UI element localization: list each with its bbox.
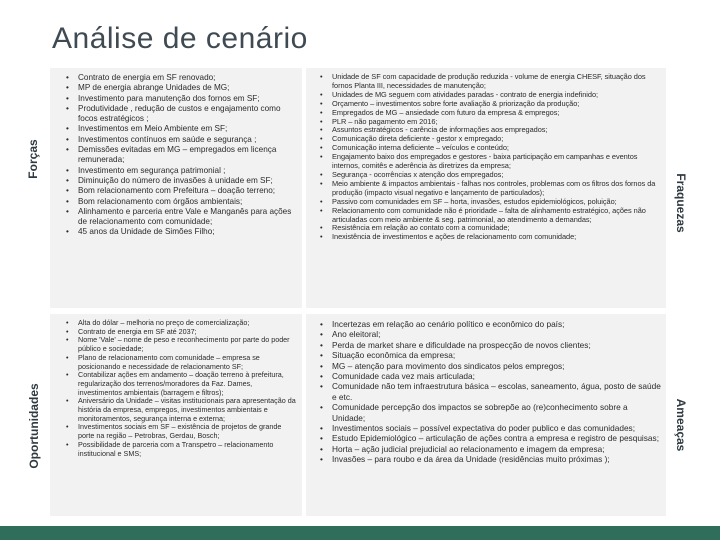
fraquezas-item: • Passivo com comunidades em SF – horta, invasões, estudos epidemiológicos, poluição; <box>322 198 662 207</box>
ameacas-label: Ameaças <box>674 398 688 452</box>
oportunidades-item: • Investimentos sociais em SF – existência de projetos de grande porte na região – Petrobras, Gerdau, Bosch; <box>68 423 298 440</box>
footer-bar <box>0 526 720 540</box>
forcas-item: • Demissões evitadas em MG – empregados em licença remunerada; <box>68 145 298 166</box>
forcas-item: • Bom relacionamento com órgãos ambientais; <box>68 197 298 207</box>
ameacas-item: • Invasões – para roubo e da área da Unidade (residências muito próximas ); <box>322 454 662 464</box>
fraquezas-item: • Engajamento baixo dos empregados e gestores - baixa participação em campanhas e eventos internos, comitês e aderência às diretrizes da empresa; <box>322 153 662 171</box>
fraquezas-item: • Inexistência de investimentos e ações de relacionamento com comunidade; <box>322 233 662 242</box>
fraquezas-item: • Relacionamento com comunidade não é prioridade – falta de alinhamento estratégico, ações não articuladas com meio ambiente & seg. patrimonial, ao atendimento a demandas; <box>322 207 662 225</box>
oportunidades-item: • Contabilizar ações em andamento – doação terreno à prefeitura, regularização dos terrenos/moradores da Faz. Dames, investimentos ambientais (barragem e filtros); <box>68 371 298 397</box>
fraquezas-item: • Unidade de SF com capacidade de produção reduzida - volume de energia CHESF, situação dos fornos Planta III, necessidades de manutenção; <box>322 73 662 91</box>
forcas-item: • 45 anos da Unidade de Simões Filho; <box>68 227 298 237</box>
forcas-item: • Produtividade , redução de custos e engajamento como focos estratégicos ; <box>68 104 298 125</box>
fraquezas-item: • Resistência em relação ao contato com a comunidade; <box>322 224 662 233</box>
forcas-list <box>56 73 298 238</box>
fraquezas-item: • PLR – não pagamento em 2016; <box>322 118 662 127</box>
fraquezas-item: • Assuntos estratégicos - carência de informações aos empregados; <box>322 126 662 135</box>
ameacas-item: • Estudo Epidemiológico – articulação de ações contra a empresa e registro de pesquisas; <box>322 433 662 443</box>
ameacas-item: • Investimentos sociais – possível expectativa do poder publico e das comunidades; <box>322 423 662 433</box>
forcas-item: • Investimento em segurança patrimonial ; <box>68 166 298 176</box>
ameacas-item: • Comunidade não tem infraestrutura básica – escolas, saneamento, água, posto de saúde e etc. <box>322 381 662 402</box>
ameacas-item: • Ano eleitoral; <box>322 329 662 339</box>
ameacas-item: • Comunidade cada vez mais articulada; <box>322 371 662 381</box>
fraquezas-item: • Unidades de MG seguem com atividades paradas - contrato de energia indefinido; <box>322 91 662 100</box>
ameacas-list <box>310 319 662 465</box>
oportunidades-quadrant <box>50 314 302 516</box>
fraquezas-label: Fraquezas <box>674 173 688 233</box>
oportunidades-item: • Alta do dólar – melhoria no preço de comercialização; <box>68 319 298 328</box>
ameacas-item: • Comunidade percepção dos impactos se sobrepõe ao (re)conhecimento sobre a Unidade; <box>322 402 662 423</box>
page-title: Análise de cenário <box>52 22 308 55</box>
forcas-quadrant <box>50 68 302 308</box>
ameacas-quadrant <box>306 314 666 516</box>
oportunidades-item: • Plano de relacionamento com comunidade – empresa se posicionando e necessidade de relacionamento SF; <box>68 354 298 371</box>
oportunidades-item: • Nome 'Vale' – nome de peso e reconhecimento por parte do poder público e sociedade; <box>68 336 298 353</box>
fraquezas-list <box>310 73 662 242</box>
fraquezas-quadrant <box>306 68 666 308</box>
oportunidades-item: • Possibilidade de parceria com a Transpetro – relacionamento institucional e SMS; <box>68 441 298 458</box>
forcas-item: • Alinhamento e parceria entre Vale e Manganês para ações de relacionamento com comunidade; <box>68 207 298 228</box>
forcas-item: • Investimento para manutenção dos fornos em SF; <box>68 94 298 104</box>
fraquezas-item: • Meio ambiente & impactos ambientais - falhas nos controles, problemas com os filtros dos fornos da produção (impacto visual negativo e lançamento de particulados); <box>322 180 662 198</box>
oportunidades-item: • Contrato de energia em SF até 2037; <box>68 328 298 337</box>
fraquezas-item: • Segurança - ocorrências x atenção dos empregados; <box>322 171 662 180</box>
forcas-item: • Diminuição do número de invasões à unidade em SF; <box>68 176 298 186</box>
oportunidades-item: • Aniversário da Unidade – visitas institucionais para apresentação da história da empresa, empregos, investimentos ambientais e monitoramentos, segurança interna e externa; <box>68 397 298 423</box>
ameacas-item: • MG – atenção para movimento dos sindicatos pelos empregos; <box>322 361 662 371</box>
ameacas-item: • Incertezas em relação ao cenário político e econômico do país; <box>322 319 662 329</box>
oportunidades-list <box>56 319 298 458</box>
oportunidades-label: Oportunidades <box>27 383 41 469</box>
forcas-item: • Investimentos em Meio Ambiente em SF; <box>68 124 298 134</box>
forcas-item: • Bom relacionamento com Prefeitura – doação terreno; <box>68 186 298 196</box>
fraquezas-item: • Orçamento – investimentos sobre forte avaliação & priorização da produção; <box>322 100 662 109</box>
forcas-label: Forças <box>26 139 40 179</box>
ameacas-item: • Horta – ação judicial prejudicial ao relacionamento e imagem da empresa; <box>322 444 662 454</box>
forcas-item: • MP de energia abrange Unidades de MG; <box>68 83 298 93</box>
forcas-item: • Investimentos contínuos em saúde e segurança ; <box>68 135 298 145</box>
fraquezas-item: • Empregados de MG – ansiedade com futuro da empresa & empregos; <box>322 109 662 118</box>
forcas-item: • Contrato de energia em SF renovado; <box>68 73 298 83</box>
fraquezas-item: • Comunicação interna deficiente – veículos e conteúdo; <box>322 144 662 153</box>
ameacas-item: • Perda de market share e dificuldade na prospecção de novos clientes; <box>322 340 662 350</box>
ameacas-item: • Situação econômica da empresa; <box>322 350 662 360</box>
fraquezas-item: • Comunicação direta deficiente - gestor x empregado; <box>322 135 662 144</box>
